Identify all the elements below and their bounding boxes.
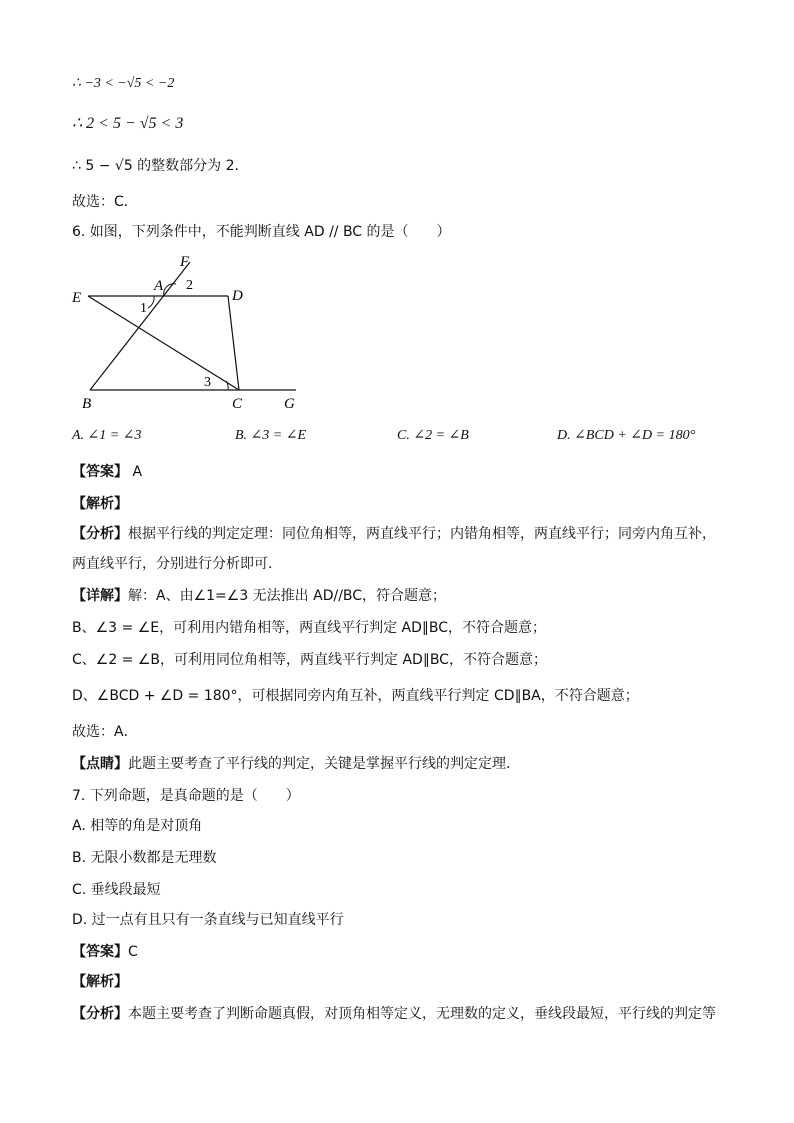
label-a: A [154,278,164,294]
answer-6 [72,462,142,482]
detail-6-line-4: D、∠BCD + ∠D = 180°，可根据同旁内角互补，两直线平行判定 CD∥BA，不符合题意； [72,688,639,704]
option-d: D. ∠BCD + ∠D = 180° [557,428,696,443]
q7-option-d: D. 过一点有且只有一条直线与已知直线平行 [72,912,344,928]
dianjing-tag: 【点睛】 [72,756,128,772]
analysis-heading-6: 【解析】 [72,496,128,512]
answer-value: A [132,464,143,480]
step-line-1: ∴ −3 < −√5 < −2 [72,76,175,91]
line-dc [228,296,239,390]
angle-1-arc [148,296,154,308]
detail-6-line-3: C、∠2 = ∠B，可利用同位角相等，两直线平行判定 AD∥BC，不符合题意； [72,652,547,668]
answer-tag: 【答案】 [72,464,128,480]
step-line-3: ∴ 5 − √5 的整数部分为 2． [72,158,249,174]
line-ec [88,296,239,390]
label-e: E [72,290,82,306]
detail-6-choose: 故选：A． [72,724,138,740]
choose-c: 故选：C． [72,194,138,210]
q7-option-c: C. 垂线段最短 [72,882,161,898]
option-c: C. ∠2 = ∠B [397,428,469,443]
detail-6-line-1 [72,586,446,606]
question-7: 7. 下列命题，是真命题的是（ ） [72,788,300,804]
answer-tag: 【答案】 [72,944,128,960]
xiangjie-text: 解：A、由∠1=∠3 无法推出 AD//BC，符合题意； [128,588,447,604]
analysis-heading-7: 【解析】 [72,974,128,990]
question-6: 6. 如图，下列条件中，不能判断直线 AD // BC 的是（ ） [72,224,451,240]
q7-option-b: B. 无限小数都是无理数 [72,850,217,866]
label-angle-2: 2 [186,278,193,293]
answer-value: C [128,944,138,960]
analysis-6-line-2: 两直线平行，分别进行分析即可． [72,556,282,572]
dianjing-6 [72,754,520,774]
xiangjie-tag: 【详解】 [72,588,128,604]
label-b: B [82,396,92,410]
label-g: G [284,396,295,410]
label-angle-3: 3 [204,375,211,390]
answer-7 [72,942,138,962]
analysis-7-line-1 [72,1004,716,1024]
fenxi-tag: 【分析】 [72,1006,128,1022]
label-angle-1: 1 [140,301,147,316]
line-bf [90,262,190,390]
fenxi-tag: 【分析】 [72,526,128,542]
label-c: C [232,396,243,410]
dianjing-text: 此题主要考查了平行线的判定，关键是掌握平行线的判定定理． [128,756,520,772]
analysis-6-line-1 [72,524,716,544]
option-a: A. ∠1 = ∠3 [72,428,142,443]
q7-option-a: A. 相等的角是对顶角 [72,818,203,834]
angle-3-arc [226,381,228,390]
geometry-figure [68,250,308,410]
fenxi-text: 本题主要考查了判断命题真假，对顶角相等定义，无理数的定义，垂线段最短，平行线的判定等 [128,1006,716,1022]
label-d: D [232,288,243,304]
step-line-2: ∴ 2 < 5 − √5 < 3 [72,115,184,132]
detail-6-line-2: B、∠3 = ∠E，可利用内错角相等，两直线平行判定 AD∥BC，不符合题意； [72,620,547,636]
fenxi-text: 根据平行线的判定定理：同位角相等，两直线平行；内错角相等，两直线平行；同旁内角互补， [128,526,716,542]
option-b: B. ∠3 = ∠E [235,428,307,443]
label-f: F [180,254,190,270]
